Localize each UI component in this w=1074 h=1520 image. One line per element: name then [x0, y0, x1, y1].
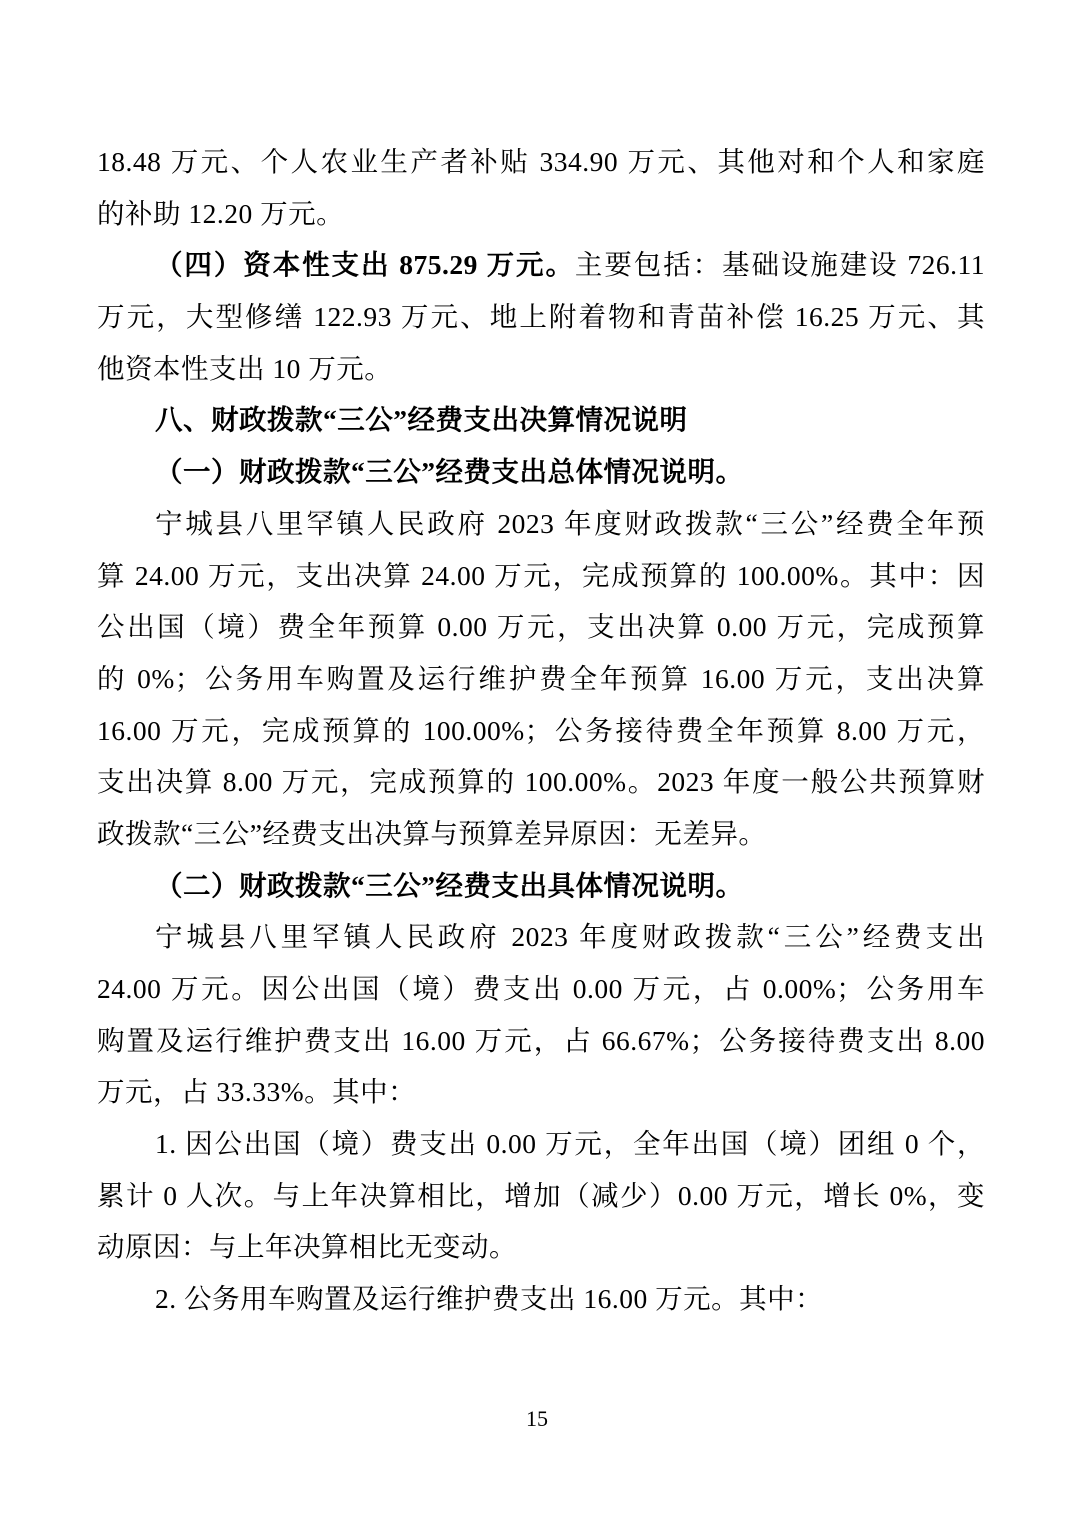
bold-text-segment: （一）财政拨款“三公”经费支出总体情况说明。 — [155, 456, 744, 488]
text-segment: 1. 因公出国（境）费支出 0.00 万元，全年出国（境）团组 0 个， — [155, 1128, 985, 1160]
text-line — [97, 239, 985, 291]
text-line — [97, 1118, 985, 1170]
text-segment: 万元，占 33.33%。其中： — [97, 1076, 417, 1108]
text-segment: 宁城县八里罕镇人民政府 2023 年度财政拨款“三公”经费支出 — [155, 921, 985, 953]
text-line — [97, 1015, 985, 1067]
text-segment: 累计 0 人次。与上年决算相比，增加（减少）0.00 万元，增长 0%，变 — [97, 1179, 985, 1211]
text-segment: 宁城县八里罕镇人民政府 2023 年度财政拨款“三公”经费全年预 — [155, 507, 985, 539]
text-line — [97, 601, 985, 653]
text-segment: 政拨款“三公”经费支出决算与预算差异原因：无差异。 — [97, 817, 767, 849]
text-line — [97, 1273, 985, 1325]
text-line — [97, 498, 985, 550]
text-line — [97, 343, 985, 395]
text-segment: 2. 公务用车购置及运行维护费支出 16.00 万元。其中： — [155, 1283, 824, 1315]
text-segment: 24.00 万元。因公出国（境）费支出 0.00 万元，占 0.00%；公务用车 — [97, 973, 985, 1004]
text-line — [97, 911, 985, 963]
text-segment: 公出国（境）费全年预算 0.00 万元，支出决算 0.00 万元，完成预算 — [97, 611, 985, 643]
text-line — [97, 860, 985, 912]
text-line — [97, 653, 985, 705]
text-segment: 万元，大型修缮 122.93 万元、地上附着物和青苗补偿 16.25 万元、其 — [97, 301, 985, 333]
text-segment: 16.00 万元，完成预算的 100.00%；公务接待费全年预算 8.00 万元， — [97, 714, 985, 746]
text-segment: 的补助 12.20 万元。 — [97, 197, 345, 229]
text-line — [97, 963, 985, 1015]
text-segment: 动原因：与上年决算相比无变动。 — [97, 1231, 517, 1263]
text-segment: 购置及运行维护费支出 16.00 万元，占 66.67%；公务接待费支出 8.00 — [97, 1024, 985, 1056]
text-segment: 18.48 万元、个人农业生产者补贴 334.90 万元、其他对和个人和家庭 — [97, 146, 985, 177]
document-lines — [97, 136, 985, 1325]
text-line — [97, 1221, 985, 1273]
text-segment: 他资本性支出 10 万元。 — [97, 352, 393, 384]
text-line — [97, 188, 985, 240]
text-line — [97, 446, 985, 498]
text-line — [97, 394, 985, 446]
text-line — [97, 291, 985, 343]
text-segment: 主要包括：基础设施建设 726.11 — [574, 249, 986, 281]
text-segment: 支出决算 8.00 万元，完成预算的 100.00%。2023 年度一般公共预算财 — [97, 766, 985, 798]
text-line — [97, 1170, 985, 1222]
text-line — [97, 756, 985, 808]
text-line — [97, 136, 985, 188]
text-line — [97, 808, 985, 860]
bold-text-segment: （二）财政拨款“三公”经费支出具体情况说明。 — [155, 869, 744, 901]
page-number: 15 — [526, 1406, 548, 1431]
text-segment: 的 0%；公务用车购置及运行维护费全年预算 16.00 万元，支出决算 — [97, 662, 985, 694]
text-line — [97, 1066, 985, 1118]
text-line — [97, 705, 985, 757]
text-line — [97, 550, 985, 602]
bold-text-segment: （四）资本性支出 875.29 万元。 — [155, 249, 575, 281]
bold-text-segment: 八、财政拨款“三公”经费支出决算情况说明 — [155, 404, 688, 436]
text-segment: 算 24.00 万元，支出决算 24.00 万元，完成预算的 100.00%。其中：因 — [97, 559, 985, 591]
